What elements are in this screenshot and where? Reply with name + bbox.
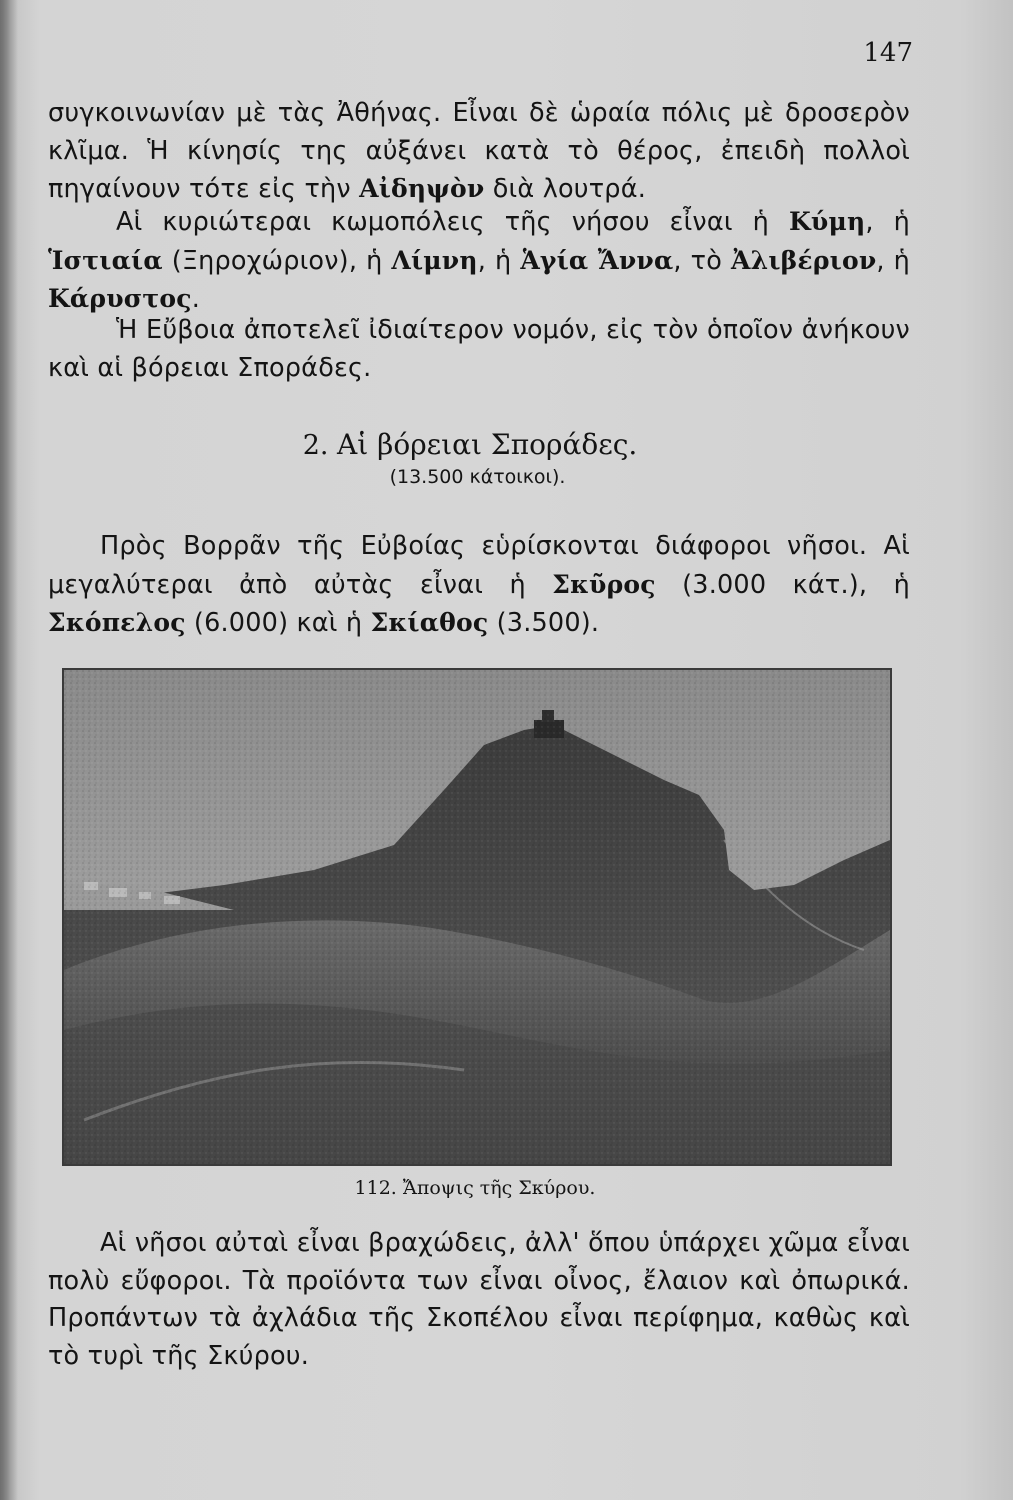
section-title: Αἱ βόρειαι Σποράδες.	[337, 428, 638, 461]
separator-text: .	[191, 284, 201, 314]
population-text: (6.000) καὶ ἡ	[185, 608, 371, 638]
paragraph-towns	[48, 203, 910, 319]
paragraph-text: Πρὸς Βορρᾶν τῆς Εὐβοίας εὑρίσκονται διάφοροι νῆσοι. Αἱ μεγαλύτεραι ἀπὸ αὐτὰς εἶναι ἡ	[48, 531, 910, 600]
paragraph-island-products	[48, 1225, 910, 1375]
section-heading	[0, 428, 940, 461]
paragraph-prefecture	[48, 312, 910, 387]
separator-text: , ἡ	[865, 207, 910, 237]
separator-text: , ἡ	[477, 245, 521, 276]
paragraph-text: Αἱ νῆσοι αὐταὶ εἶναι βραχώδεις, ἀλλ' ὅπου ὑπάρχει χῶμα εἶναι πολὺ εὔφοροι. Τὰ προϊόντα των εἶναι οἶνος, ἔλαιον καὶ ὀπωρικά. Προπάντων τὰ ἀχλάδια τῆς Σκοπέλου εἶναι περίφημα, καθὼς καὶ τὸ τυρὶ τῆς Σκύρου.	[48, 1228, 910, 1371]
island-name: Σκόπελος	[48, 608, 186, 637]
place-name-aidipsos: Αἰδηψὸν	[359, 174, 485, 203]
skyros-photo-image	[64, 670, 890, 1164]
town-name: Ἀλιβέριον	[731, 245, 877, 275]
town-name: Λίμνη	[391, 245, 478, 275]
paragraph-islands	[48, 528, 910, 643]
paragraph-text: συγκοινωνίαν μὲ τὰς Ἀθήνας. Εἶναι δὲ ὡραία πόλις μὲ δροσερὸν κλῖμα. Ἡ κίνησίς της αὐξάνει κατὰ τὸ θέρος, ἐπειδὴ πολλοὶ πηγαίνουν τότε εἰς τὴν	[48, 98, 910, 204]
photo-skyros-view	[62, 668, 892, 1166]
paragraph-athens-connection	[48, 95, 910, 209]
page-number: 147	[863, 38, 913, 68]
paragraph-text: Αἱ κυριώτεραι κωμοπόλεις τῆς νήσου εἶναι ἡ	[116, 207, 789, 237]
town-name: Κάρυστος	[48, 284, 192, 313]
paragraph-text: Ἡ Εὔβοια ἀποτελεῖ ἰδιαίτερον νομόν, εἰς τὸν ὁποῖον ἀνήκουν καὶ αἱ βόρειαι Σποράδες.	[48, 315, 910, 383]
paragraph-text: διὰ λουτρά.	[484, 174, 647, 204]
island-name: Σκῦρος	[552, 569, 656, 599]
separator-text: , τὸ	[673, 245, 731, 276]
section-population: (13.500 κάτοικοι).	[389, 466, 566, 488]
separator-text: , ἡ	[876, 245, 910, 276]
figure-caption: 112. Ἄποψις τῆς Σκύρου.	[354, 1177, 596, 1199]
town-name: Ἁγία Ἄννα	[520, 245, 674, 275]
town-name: Κύμη	[789, 207, 866, 236]
section-number: 2.	[302, 430, 329, 461]
town-name: Ἱστιαία	[48, 245, 163, 275]
population-text: (3.500).	[488, 608, 600, 638]
population-text: (3.000 κάτ.), ἡ	[655, 569, 910, 600]
alternate-name-text: (Ξηροχώριον), ἡ	[162, 245, 392, 276]
island-name: Σκίαθος	[370, 608, 489, 637]
